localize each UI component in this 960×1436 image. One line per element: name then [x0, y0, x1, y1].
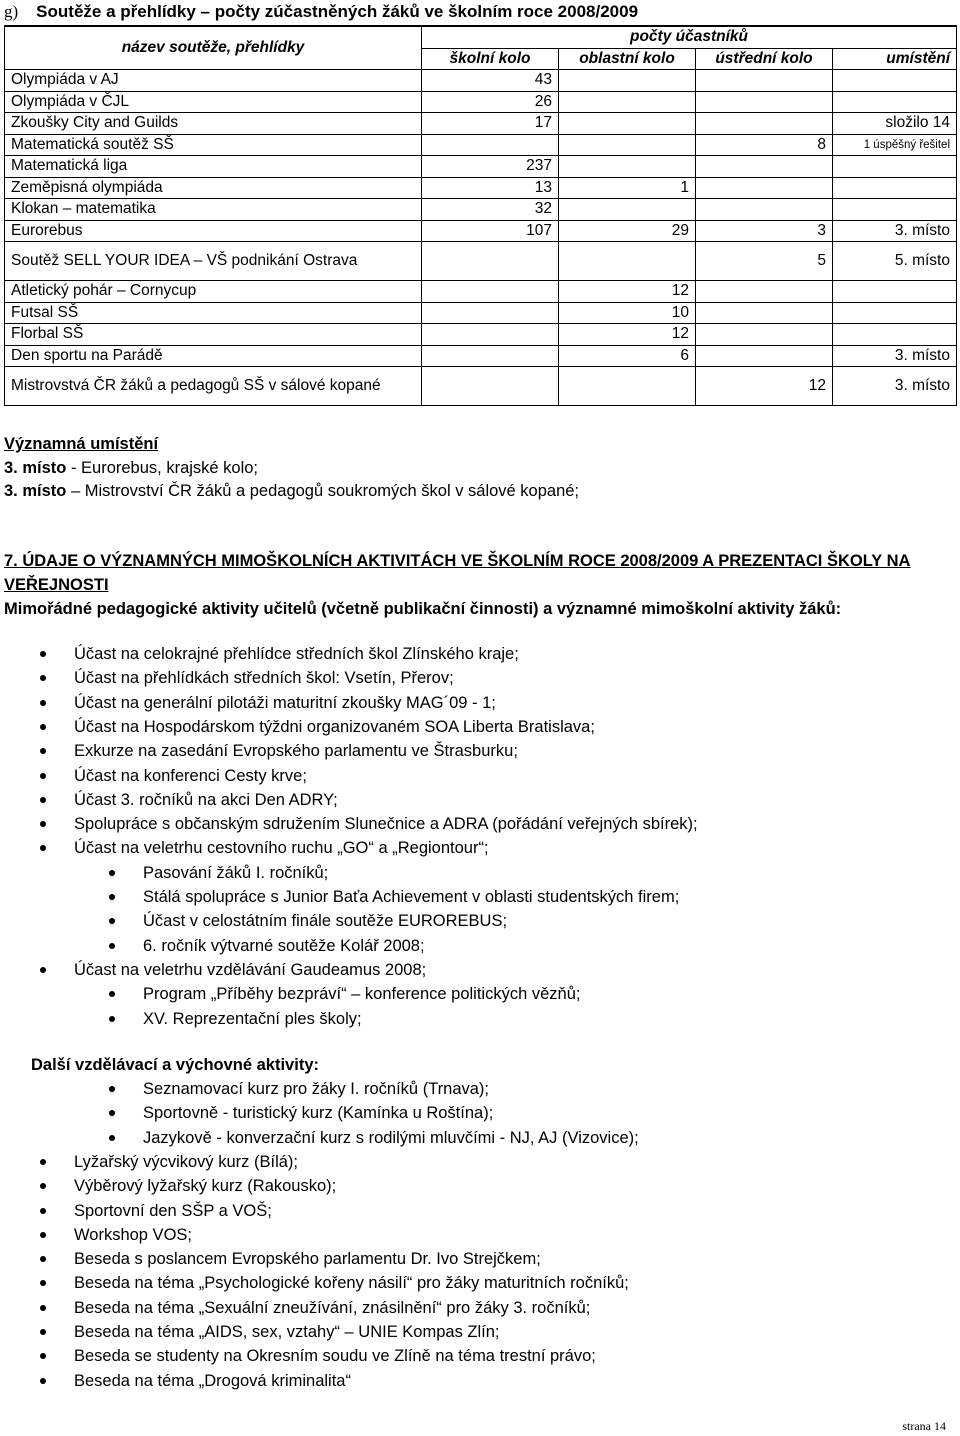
list-item-text: Program „Příběhy bezpráví“ – konference politických vězňů;	[143, 985, 581, 1004]
cell-school: 32	[422, 199, 559, 221]
bullet-icon	[109, 1016, 115, 1022]
cell-regional	[559, 134, 696, 156]
list-item	[74, 1320, 500, 1344]
bullet-icon	[40, 797, 46, 803]
list-item-text: Beseda s poslancem Evropského parlamentu Dr. Ivo Strejčkem;	[74, 1250, 541, 1269]
header-name: název soutěže, přehlídky	[5, 26, 422, 70]
bullet-icon	[40, 1353, 46, 1359]
header-regional: oblastní kolo	[559, 48, 696, 70]
list-item	[74, 739, 518, 763]
list-item	[74, 836, 489, 860]
bullet-icon	[40, 675, 46, 681]
cell-national	[696, 324, 833, 346]
cell-school	[422, 134, 559, 156]
page-number: strana 14	[902, 1419, 946, 1433]
list-item-text: Účast 3. ročníků na akci Den ADRY;	[74, 790, 338, 809]
cell-name: Zkoušky City and Guilds	[5, 113, 422, 135]
list-item	[143, 1007, 362, 1031]
table-row	[5, 91, 957, 113]
bullet-icon	[40, 1256, 46, 1262]
list-item	[143, 982, 580, 1006]
list-item	[143, 934, 425, 958]
list-item-text: Sportovně - turistický kurz (Kamínka u Roštína);	[143, 1104, 494, 1123]
list-item-text: Beseda na téma „Sexuální zneužívání, znásilnění“ pro žáky 3. ročníků;	[74, 1298, 591, 1317]
list-item-text: Exkurze na zasedání Evropského parlamentu ve Štrasburku;	[74, 742, 518, 761]
cell-school	[422, 281, 559, 303]
cell-national	[696, 91, 833, 113]
header-national: ústřední kolo	[696, 48, 833, 70]
cell-regional	[559, 242, 696, 281]
bullet-icon	[40, 651, 46, 657]
list-item	[74, 1174, 336, 1198]
list-item	[74, 1199, 272, 1223]
cell-place	[833, 156, 957, 178]
table-row	[5, 70, 957, 92]
cell-regional: 29	[559, 220, 696, 242]
table-row	[5, 134, 957, 156]
cell-regional	[559, 367, 696, 406]
list-item-text: Seznamovací kurz pro žáky I. ročníků (Trnava);	[143, 1080, 490, 1098]
cell-regional: 12	[559, 324, 696, 346]
table-row	[5, 324, 957, 346]
cell-national	[696, 70, 833, 92]
list-item-text: Stálá spolupráce s Junior Baťa Achievement v oblasti studentských firem;	[143, 888, 680, 906]
competitions-table	[4, 25, 957, 406]
bullet-icon	[109, 1110, 115, 1116]
cell-national	[696, 199, 833, 221]
cell-school: 17	[422, 113, 559, 135]
cell-school: 107	[422, 220, 559, 242]
table-row	[5, 281, 957, 303]
list-item	[74, 1271, 629, 1295]
bullet-icon	[109, 918, 115, 924]
table-row	[5, 242, 957, 281]
list-item	[74, 691, 496, 715]
list-item-text: Beseda na téma „Drogová kriminalita“	[74, 1371, 351, 1390]
header-group: počty účastníků	[422, 26, 957, 48]
notable-title: Významná umístění	[4, 435, 159, 453]
list-item-text: Beseda na téma „Psychologické kořeny násilí“ pro žáky maturitních ročníků;	[74, 1274, 629, 1293]
cell-national: 8	[696, 134, 833, 156]
section-title: Soutěže a přehlídky – počty zúčastněných žáků ve školním roce 2008/2009	[36, 2, 639, 21]
bullet-icon	[40, 1183, 46, 1189]
cell-regional	[559, 70, 696, 92]
list-item	[74, 788, 338, 812]
cell-regional	[559, 156, 696, 178]
table-row	[5, 113, 957, 135]
list-item	[143, 1077, 489, 1101]
bullet-icon	[109, 894, 115, 900]
cell-school: 13	[422, 177, 559, 199]
list-item-text: Jazykově - konverzační kurz s rodilými mluvčími - NJ, AJ (Vizovice);	[143, 1128, 639, 1147]
table-row	[5, 367, 957, 406]
cell-place	[833, 281, 957, 303]
table-row	[5, 177, 957, 199]
list-item	[74, 764, 307, 788]
list-item-text: Lyžařský výcvikový kurz (Bílá);	[74, 1152, 299, 1171]
cell-place	[833, 91, 957, 113]
cell-name: Mistrovstvá ČR žáků a pedagogů SŠ v sálové kopané	[5, 367, 422, 406]
cell-place	[833, 302, 957, 324]
section-heading	[4, 2, 638, 22]
list-item	[143, 885, 679, 909]
list-item-text: Účast na Hospodárskom týždni organizovaném SOA Liberta Bratislava;	[74, 717, 595, 736]
bullet-icon	[40, 1208, 46, 1214]
list-item-text: 6. ročník výtvarné soutěže Kolář 2008;	[143, 936, 425, 955]
list-item-text: Beseda na téma „AIDS, sex, vztahy“ – UNIE Kompas Zlín;	[74, 1323, 500, 1341]
section-7-title: 7. ÚDAJE O VÝZNAMNÝCH MIMOŠKOLNÍCH AKTIVITÁCH VE ŠKOLNÍM ROCE 2008/2009 A PREZENTACI ŠKOLY NA VEŘEJNOSTI	[4, 552, 911, 594]
cell-place	[833, 177, 957, 199]
list-item-text: Účast na generální pilotáži maturitní zkoušky MAG´09 - 1;	[74, 693, 496, 712]
cell-regional	[559, 91, 696, 113]
bullet-icon	[40, 821, 46, 827]
bullet-icon	[109, 870, 115, 876]
bullet-icon	[109, 1086, 115, 1092]
list-item	[74, 812, 698, 836]
list-item-text: Spolupráce s občanským sdružením Slunečnice a ADRA (pořádání veřejných sbírek);	[74, 815, 698, 834]
bullet-icon	[40, 1280, 46, 1286]
bullet-icon	[40, 1329, 46, 1335]
list-item	[143, 1126, 639, 1150]
cell-place: 1 úspěšný řešitel	[833, 134, 957, 156]
list-item	[74, 1296, 590, 1320]
table-header-row	[5, 26, 957, 48]
list-item-text: Beseda se studenty na Okresním soudu ve Zlíně na téma trestní právo;	[74, 1347, 596, 1366]
list-item-text: Pasování žáků I. ročníků;	[143, 863, 329, 882]
cell-place: 3. místo	[833, 220, 957, 242]
table-row	[5, 220, 957, 242]
cell-school: 237	[422, 156, 559, 178]
list-item	[74, 1247, 541, 1271]
cell-place: 3. místo	[833, 367, 957, 406]
cell-regional	[559, 113, 696, 135]
cell-name: Atletický pohár – Cornycup	[5, 281, 422, 303]
cell-school: 43	[422, 70, 559, 92]
bullet-icon	[40, 724, 46, 730]
cell-place: 3. místo	[833, 345, 957, 367]
cell-place	[833, 199, 957, 221]
header-school: školní kolo	[422, 48, 559, 70]
list-item-text: Účast na veletrhu cestovního ruchu „GO“ a „Regiontour“;	[74, 839, 489, 858]
cell-national	[696, 156, 833, 178]
bullet-icon	[40, 1378, 46, 1384]
cell-national: 3	[696, 220, 833, 242]
cell-national	[696, 113, 833, 135]
other-activities-title: Další vzdělávací a výchovné aktivity:	[31, 1056, 319, 1074]
cell-school	[422, 345, 559, 367]
list-item-text: Workshop VOS;	[74, 1225, 192, 1244]
list-item	[143, 909, 507, 933]
cell-name: Eurorebus	[5, 220, 422, 242]
table-row	[5, 156, 957, 178]
cell-name: Den sportu na Parádě	[5, 345, 422, 367]
bullet-icon	[109, 991, 115, 997]
cell-school	[422, 367, 559, 406]
cell-school	[422, 242, 559, 281]
cell-regional	[559, 199, 696, 221]
section-letter: g)	[4, 2, 19, 21]
header-place: umístění	[833, 48, 957, 70]
cell-place: 5. místo	[833, 242, 957, 281]
cell-regional: 10	[559, 302, 696, 324]
section-7-subtitle: Mimořádné pedagogické aktivity učitelů (včetně publikační činnosti) a významné mimoškolní aktivity žáků:	[4, 600, 842, 618]
cell-national	[696, 177, 833, 199]
cell-name: Olympiáda v AJ	[5, 70, 422, 92]
list-item	[143, 1101, 493, 1125]
list-item	[143, 861, 328, 885]
cell-national	[696, 281, 833, 303]
cell-school	[422, 324, 559, 346]
cell-regional: 6	[559, 345, 696, 367]
cell-regional: 1	[559, 177, 696, 199]
list-item-text: XV. Reprezentační ples školy;	[143, 1009, 362, 1028]
bullet-icon	[109, 943, 115, 949]
bullet-icon	[40, 748, 46, 754]
bullet-icon	[40, 773, 46, 779]
notable-placements	[4, 433, 579, 504]
cell-regional: 12	[559, 281, 696, 303]
list-item	[74, 1150, 298, 1174]
list-item	[74, 666, 454, 690]
table-row	[5, 345, 957, 367]
list-item	[74, 1223, 192, 1247]
cell-name: Soutěž SELL YOUR IDEA – VŠ podnikání Ostrava	[5, 242, 422, 281]
list-item-text: Účast na veletrhu vzdělávání Gaudeamus 2008;	[74, 960, 427, 979]
bullet-icon	[40, 1159, 46, 1165]
bullet-icon	[40, 1232, 46, 1238]
cell-national	[696, 345, 833, 367]
table-row	[5, 199, 957, 221]
cell-place: složilo 14	[833, 113, 957, 135]
cell-name: Florbal SŠ	[5, 324, 422, 346]
cell-name: Olympiáda v ČJL	[5, 91, 422, 113]
cell-name: Futsal SŠ	[5, 302, 422, 324]
notable-line-1: 3. místo - Eurorebus, krajské kolo;	[4, 458, 259, 477]
bullet-icon	[40, 700, 46, 706]
cell-name: Matematická liga	[5, 156, 422, 178]
cell-school: 26	[422, 91, 559, 113]
cell-national: 5	[696, 242, 833, 281]
cell-name: Klokan – matematika	[5, 199, 422, 221]
bullet-icon	[40, 967, 46, 973]
notable-line-2: 3. místo – Mistrovství ČR žáků a pedagogů soukromých škol v sálové kopané;	[4, 482, 580, 500]
bullet-icon	[109, 1135, 115, 1141]
list-item	[74, 1369, 351, 1393]
cell-place	[833, 324, 957, 346]
list-item	[74, 958, 426, 982]
list-item	[74, 642, 519, 666]
cell-national: 12	[696, 367, 833, 406]
cell-school	[422, 302, 559, 324]
section-7	[4, 550, 954, 622]
list-item-text: Účast na přehlídkách středních škol: Vsetín, Přerov;	[74, 669, 454, 688]
list-item-text: Účast na celokrajné přehlídce středních škol Zlínského kraje;	[74, 645, 519, 663]
list-item	[74, 1344, 596, 1368]
cell-national	[696, 302, 833, 324]
bullet-icon	[40, 845, 46, 851]
table-row	[5, 302, 957, 324]
list-item-text: Výběrový lyžařský kurz (Rakousko);	[74, 1177, 337, 1196]
cell-place	[833, 70, 957, 92]
cell-name: Zeměpisná olympiáda	[5, 177, 422, 199]
bullet-icon	[40, 1305, 46, 1311]
list-item-text: Účast v celostátním finále soutěže EUROREBUS;	[143, 912, 508, 931]
list-item-text: Sportovní den SŠP a VOŠ;	[74, 1201, 272, 1220]
cell-name: Matematická soutěž SŠ	[5, 134, 422, 156]
list-item	[74, 715, 595, 739]
list-item-text: Účast na konferenci Cesty krve;	[74, 766, 307, 785]
